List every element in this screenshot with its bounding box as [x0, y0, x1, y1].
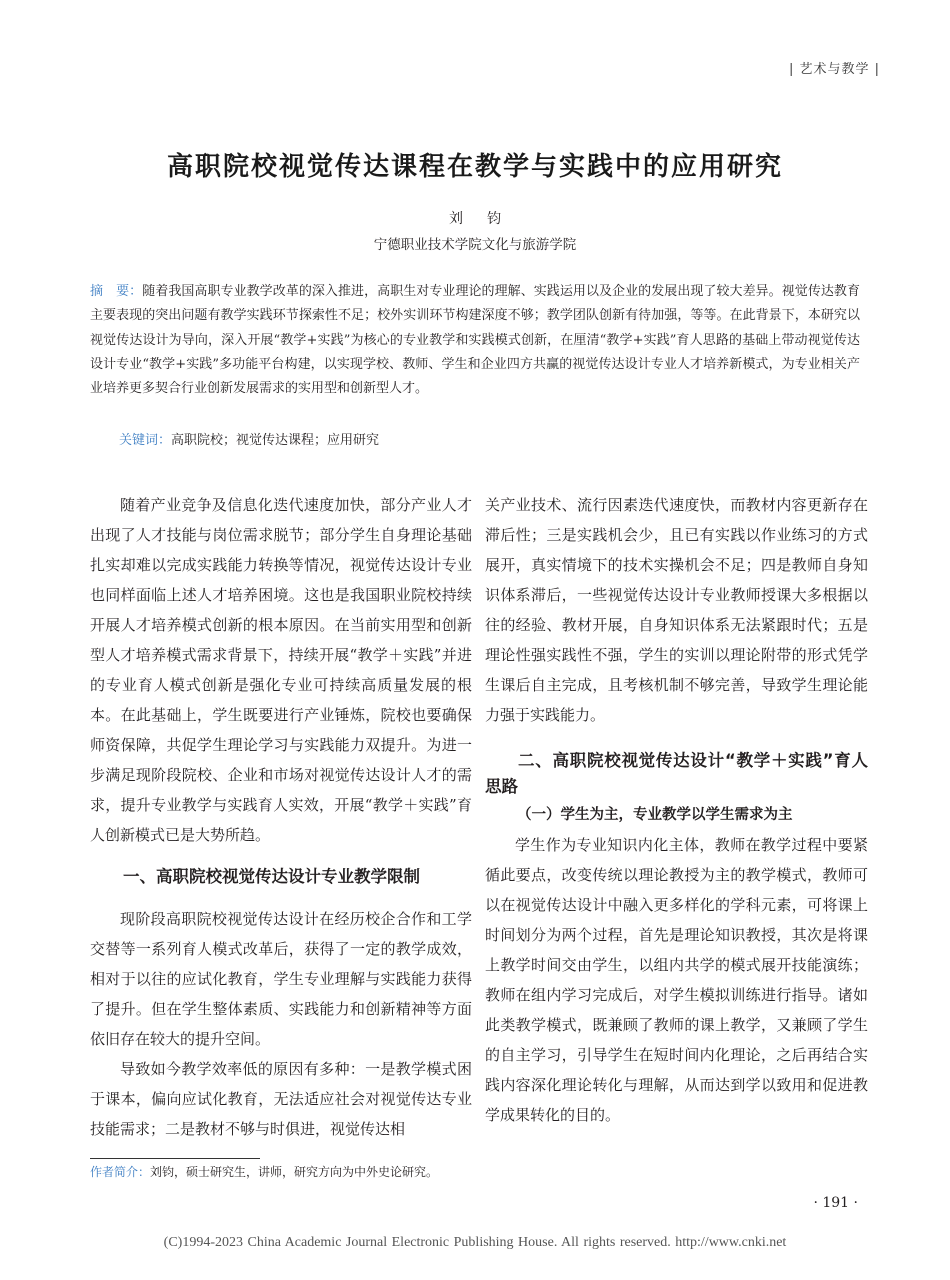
section-heading-1: 一、高职院校视觉传达设计专业教学限制 — [123, 867, 420, 886]
abstract — [90, 280, 860, 401]
keywords-label: 关键词： — [119, 433, 172, 448]
footnote-label: 作者简介： — [90, 1165, 151, 1179]
abstract-label: 摘 要： — [90, 284, 143, 299]
section-heading-2: 二、高职院校视觉传达设计“教学＋实践”育人思路 — [485, 751, 868, 796]
footnote-text: 刘钧，硕士研究生，讲师，研究方向为中外史论研究。 — [150, 1165, 439, 1179]
journal-section-tag: | 艺术与教学 | — [788, 62, 880, 77]
author-bio-footnote — [90, 1163, 438, 1180]
abstract-text: 随着我国高职专业教学改革的深入推进，高职生对专业理论的理解、实践运用以及企业的发展出现了较大差异。视觉传达教育主要表现的突出问题有教学实践环节探索性不足；校外实训环节构建深度不够；教学团队创新有待加强，等等。在此背景下，本研究以视觉传达设计为导向，深入开展“教学+实践”为核心的专业教学和实践模式创新，在厘清“教学+实践”育人思路的基础上带动视觉传达设计专业“教学+实践”多功能平台构建，以实现学校、教师、学生和企业四方共赢的视觉传达设计专业人才培养新模式，为专业相关产业培养更多契合行业创新发展需求的实用型和创新型人才。 — [90, 284, 860, 397]
paragraph: 现阶段高职院校视觉传达设计在经历校企合作和工学交替等一系列育人模式改革后，获得了一定的教学成效，相对于以往的应试化教育，学生专业理解与实践能力获得了提升。但在学生整体素质、实践能力和创新精神等方面依旧存在较大的提升空间。 — [90, 910, 472, 1048]
paragraph: 学生作为专业知识内化主体，教师在教学过程中要紧循此要点，改变传统以理论教授为主的教学模式，教师可以在视觉传达设计中融入更多样化的学科元素，可将课上时间划分为两个过程，首先是理论知识教授，其次是将课上教学时间交由学生，以组内共学的模式展开技能演练；教师在组内学习完成后，对学生模拟训练进行指导。诸如此类教学模式，既兼顾了教师的课上教学，又兼顾了学生的自主学习，引导学生在短时间内化理论，之后再结合实践内容深化理论转化与理解，从而达到学以致用和促进教学成果转化的目的。 — [485, 836, 868, 1124]
author-affiliation: 宁德职业技术学院文化与旅游学院 — [373, 237, 577, 253]
page-number: · 191 · — [813, 1195, 858, 1211]
paper-title: 高职院校视觉传达课程在教学与实践中的应用研究 — [166, 152, 783, 182]
keywords-text: 高职院校；视觉传达课程；应用研究 — [171, 433, 380, 448]
subsection-heading: （一）学生为主，专业教学以学生需求为主 — [517, 807, 793, 823]
author-name: 刘钧 — [449, 211, 525, 227]
continued-paragraph: 关产业技术、流行因素迭代速度快，而教材内容更新存在滞后性；三是实践机会少，且已有实践以作业练习的方式展开，真实情境下的技术实操机会不足；四是教师自身知识体系滞后，一些视觉传达设计专业教师授课大多根据以往的经验、教材开展，自身知识体系无法紧跟时代；五是理论性强实践性不强，学生的实训以理论附带的形式凭学生课后自主完成，且考核机制不够完善，导致学生理论能力强于实践能力。 — [485, 496, 868, 724]
footnote-divider — [90, 1158, 260, 1159]
left-column — [90, 490, 472, 1144]
paragraph: 导致如今教学效率低的原因有多种：一是教学模式困于课本，偏向应试化教育，无法适应社会对视觉传达专业技能需求；二是教材不够与时俱进，视觉传达相 — [90, 1060, 472, 1138]
intro-paragraph: 随着产业竞争及信息化迭代速度加快，部分产业人才出现了人才技能与岗位需求脱节；部分学生自身理论基础扎实却难以完成实践能力转换等情况，视觉传达设计专业也同样面临上述人才培养困境。这也是我国职业院校持续开展人才培养模式创新的根本原因。在当前实用型和创新型人才培养模式需求背景下，持续开展“教学＋实践”并进的专业育人模式创新是强化专业可持续高质量发展的根本。在此基础上，学生既要进行产业锤炼，院校也要确保师资保障，共促学生理论学习与实践能力双提升。为进一步满足现阶段院校、企业和市场对视觉传达设计人才的需求，提升专业教学与实践育人实效，开展“教学＋实践”育人创新模式已是大势所趋。 — [90, 496, 472, 844]
right-column — [485, 490, 868, 1130]
copyright-notice: (C)1994-2023 China Academic Journal Electronic Publishing House. All rights reserved. http://www.cnki.net — [163, 1235, 787, 1250]
keywords — [119, 429, 379, 448]
